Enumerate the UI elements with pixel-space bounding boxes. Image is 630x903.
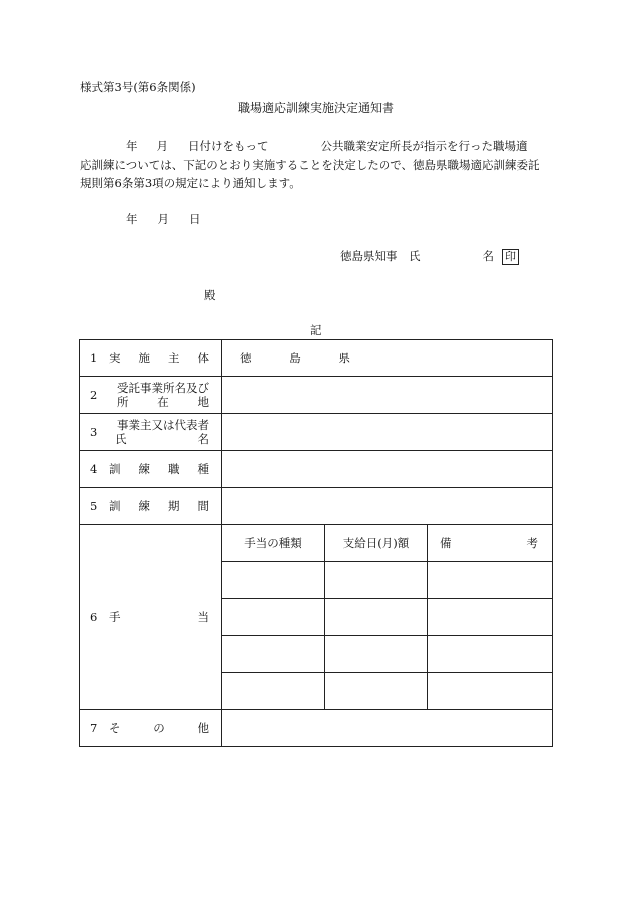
- date-year: 年: [126, 212, 138, 226]
- value-implementer: 徳 島 県: [222, 340, 553, 377]
- allowance-remarks-cell[interactable]: [428, 636, 553, 673]
- label-training-period: 5 訓 練 期 間: [80, 488, 222, 525]
- allowance-type-cell[interactable]: [222, 562, 325, 599]
- allowance-type-cell[interactable]: [222, 673, 325, 710]
- value-training-period[interactable]: [222, 488, 553, 525]
- body-office-text: 公共職業安定所長が指示を行った職場適: [320, 139, 528, 153]
- body-year: 年: [126, 139, 138, 153]
- seal-mark: 印: [502, 249, 519, 265]
- body-line-1: [80, 138, 528, 154]
- allowance-remarks-cell[interactable]: [428, 562, 553, 599]
- allowance-type-cell[interactable]: [222, 636, 325, 673]
- row-training-type: [80, 451, 553, 488]
- body-line-2: 応訓練については、下記のとおり実施することを決定したので、徳島県職場適応訓練委託: [80, 158, 540, 172]
- allowance-remarks-cell[interactable]: [428, 673, 553, 710]
- row-implementer: [80, 340, 553, 377]
- allowance-amount-cell[interactable]: [325, 599, 428, 636]
- ki-heading: 記: [310, 323, 322, 337]
- value-representative[interactable]: [222, 414, 553, 451]
- row-other: [80, 710, 553, 747]
- sender-name-label: 名: [482, 249, 494, 263]
- value-business-site[interactable]: [222, 377, 553, 414]
- body-date-text: 日付けをもって: [188, 139, 269, 153]
- header-remarks: 備 考: [428, 525, 553, 562]
- sender-line: [340, 248, 519, 265]
- body-month: 月: [156, 139, 168, 153]
- record-table: [79, 339, 553, 747]
- form-number: 様式第3号(第6条関係): [80, 80, 196, 94]
- row-training-period: [80, 488, 553, 525]
- body-line-3: 規則第6条第3項の規定により通知します。: [80, 176, 301, 190]
- date-line: [126, 211, 201, 227]
- allowance-amount-cell[interactable]: [325, 636, 428, 673]
- sender-title: 徳島県知事 氏: [340, 249, 421, 263]
- row-representative: [80, 414, 553, 451]
- allowance-remarks-cell[interactable]: [428, 599, 553, 636]
- date-day: 日: [189, 212, 201, 226]
- label-representative: 3 事業主又は代表者 氏 名: [80, 414, 222, 451]
- allowance-type-cell[interactable]: [222, 599, 325, 636]
- allowance-amount-cell[interactable]: [325, 673, 428, 710]
- row-business-site: [80, 377, 553, 414]
- date-month: 月: [157, 212, 169, 226]
- allowance-amount-cell[interactable]: [325, 562, 428, 599]
- header-allowance-amount: 支給日(月)額: [325, 525, 428, 562]
- addressee: 殿: [204, 288, 216, 302]
- document-title: 職場適応訓練実施決定通知書: [238, 101, 395, 115]
- label-other: 7 そ の 他: [80, 710, 222, 747]
- label-allowance: 6 手 当: [80, 525, 222, 710]
- label-implementer: 1 実 施 主 体: [80, 340, 222, 377]
- value-training-type[interactable]: [222, 451, 553, 488]
- row-allowance-header: [80, 525, 553, 562]
- label-training-type: 4 訓 練 職 種: [80, 451, 222, 488]
- label-business-site: 2 受託事業所名及び 所 在 地: [80, 377, 222, 414]
- header-allowance-type: 手当の種類: [222, 525, 325, 562]
- value-other[interactable]: [222, 710, 553, 747]
